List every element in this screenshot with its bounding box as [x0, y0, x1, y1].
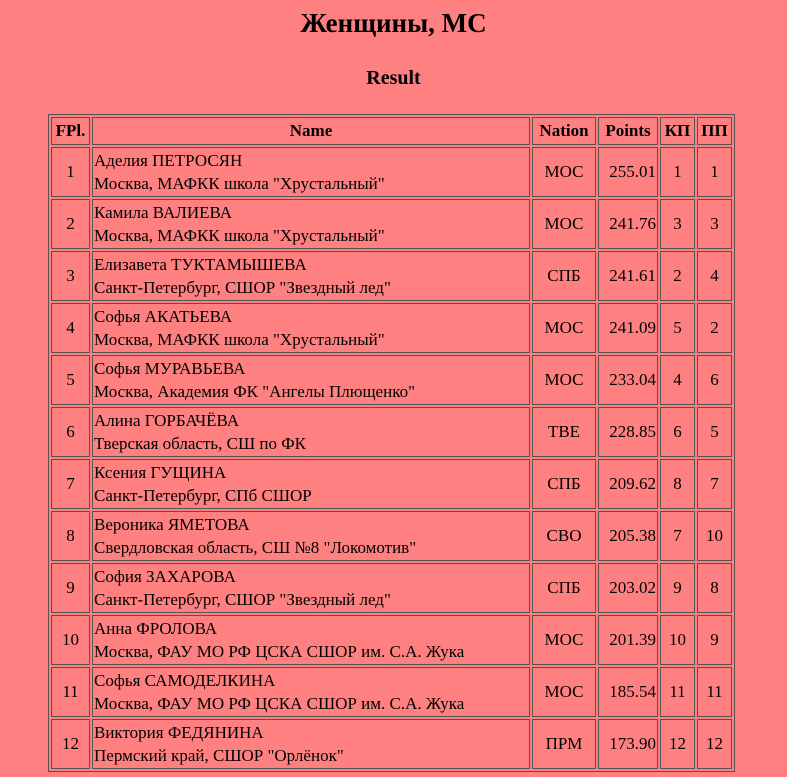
points-cell: 241.09: [598, 303, 658, 353]
table-row: [51, 147, 732, 197]
skater-club: Москва, МАФКК школа "Хрустальный": [94, 226, 385, 245]
nation-cell: ПРМ: [532, 719, 596, 769]
skater-club: Москва, МАФКК школа "Хрустальный": [94, 330, 385, 349]
name-cell: [92, 303, 530, 353]
header-fpl: FPl.: [51, 117, 90, 145]
result-subtitle: Result: [366, 67, 421, 89]
table-row: [51, 199, 732, 249]
name-cell: [92, 459, 530, 509]
skater-club: Москва, ФАУ МО РФ ЦСКА СШОР им. С.А. Жука: [94, 642, 465, 661]
points-cell: 228.85: [598, 407, 658, 457]
skater-club: Москва, ФАУ МО РФ ЦСКА СШОР им. С.А. Жука: [94, 694, 465, 713]
skater-name: Елизавета ТУКТАМЫШЕВА: [94, 255, 307, 274]
kp-cell: 5: [660, 303, 695, 353]
place-cell: 1: [51, 147, 90, 197]
points-cell: 233.04: [598, 355, 658, 405]
skater-name: Виктория ФЕДЯНИНА: [94, 723, 264, 742]
skater-name: Камила ВАЛИЕВА: [94, 203, 233, 222]
kp-cell: 9: [660, 563, 695, 613]
skater-club: Свердловская область, СШ №8 "Локомотив": [94, 538, 417, 557]
name-cell: [92, 511, 530, 561]
pp-cell: 10: [697, 511, 732, 561]
results-table-head: [51, 117, 732, 145]
kp-cell: 11: [660, 667, 695, 717]
pp-cell: 6: [697, 355, 732, 405]
table-row: [51, 667, 732, 717]
name-cell: [92, 615, 530, 665]
points-cell: 241.76: [598, 199, 658, 249]
table-row: [51, 511, 732, 561]
points-cell: 173.90: [598, 719, 658, 769]
table-row: [51, 303, 732, 353]
header-nation: Nation: [532, 117, 596, 145]
place-cell: 7: [51, 459, 90, 509]
skater-club: Москва, МАФКК школа "Хрустальный": [94, 174, 385, 193]
nation-cell: СПБ: [532, 459, 596, 509]
skater-name: Софья АКАТЬЕВА: [94, 307, 233, 326]
nation-cell: СПБ: [532, 251, 596, 301]
kp-cell: 2: [660, 251, 695, 301]
kp-cell: 12: [660, 719, 695, 769]
kp-cell: 4: [660, 355, 695, 405]
place-cell: 11: [51, 667, 90, 717]
name-cell: [92, 719, 530, 769]
pp-cell: 7: [697, 459, 732, 509]
pp-cell: 3: [697, 199, 732, 249]
pp-cell: 2: [697, 303, 732, 353]
results-table: [48, 114, 735, 772]
kp-cell: 8: [660, 459, 695, 509]
skater-club: Санкт-Петербург, СШОР "Звездный лед": [94, 590, 391, 609]
header-pp: ПП: [697, 117, 732, 145]
header-kp: КП: [660, 117, 695, 145]
table-row: [51, 251, 732, 301]
skater-name: Анна ФРОЛОВА: [94, 619, 218, 638]
table-row: [51, 459, 732, 509]
nation-cell: ТВЕ: [532, 407, 596, 457]
name-cell: [92, 667, 530, 717]
kp-cell: 3: [660, 199, 695, 249]
kp-cell: 10: [660, 615, 695, 665]
place-cell: 6: [51, 407, 90, 457]
nation-cell: СПБ: [532, 563, 596, 613]
skater-name: Софья САМОДЕЛКИНА: [94, 671, 276, 690]
nation-cell: МОС: [532, 615, 596, 665]
skater-club: Тверская область, СШ по ФК: [94, 434, 307, 453]
name-cell: [92, 355, 530, 405]
results-table-body: [51, 147, 732, 769]
nation-cell: СВО: [532, 511, 596, 561]
points-cell: 255.01: [598, 147, 658, 197]
skater-name: Ксения ГУЩИНА: [94, 463, 227, 482]
place-cell: 12: [51, 719, 90, 769]
kp-cell: 1: [660, 147, 695, 197]
header-points: Points: [598, 117, 658, 145]
pp-cell: 11: [697, 667, 732, 717]
skater-name: Алина ГОРБАЧЁВА: [94, 411, 240, 430]
skater-club: Санкт-Петербург, СПб СШОР: [94, 486, 312, 505]
header-row: [51, 117, 732, 145]
skater-club: Пермский край, СШОР "Орлёнок": [94, 746, 344, 765]
points-cell: 209.62: [598, 459, 658, 509]
skater-name: Вероника ЯМЕТОВА: [94, 515, 250, 534]
pp-cell: 4: [697, 251, 732, 301]
header-name: Name: [92, 117, 530, 145]
skater-name: Софья МУРАВЬЕВА: [94, 359, 246, 378]
nation-cell: МОС: [532, 303, 596, 353]
points-cell: 185.54: [598, 667, 658, 717]
table-row: [51, 407, 732, 457]
kp-cell: 7: [660, 511, 695, 561]
pp-cell: 8: [697, 563, 732, 613]
name-cell: [92, 147, 530, 197]
pp-cell: 5: [697, 407, 732, 457]
pp-cell: 12: [697, 719, 732, 769]
name-cell: [92, 407, 530, 457]
points-cell: 241.61: [598, 251, 658, 301]
pp-cell: 9: [697, 615, 732, 665]
place-cell: 5: [51, 355, 90, 405]
kp-cell: 6: [660, 407, 695, 457]
skater-name: София ЗАХАРОВА: [94, 567, 236, 586]
points-cell: 201.39: [598, 615, 658, 665]
place-cell: 8: [51, 511, 90, 561]
name-cell: [92, 199, 530, 249]
table-row: [51, 355, 732, 405]
place-cell: 4: [51, 303, 90, 353]
table-row: [51, 563, 732, 613]
place-cell: 3: [51, 251, 90, 301]
skater-club: Москва, Академия ФК "Ангелы Плющенко": [94, 382, 416, 401]
nation-cell: МОС: [532, 355, 596, 405]
points-cell: 203.02: [598, 563, 658, 613]
place-cell: 9: [51, 563, 90, 613]
nation-cell: МОС: [532, 199, 596, 249]
name-cell: [92, 563, 530, 613]
nation-cell: МОС: [532, 147, 596, 197]
table-row: [51, 719, 732, 769]
pp-cell: 1: [697, 147, 732, 197]
table-row: [51, 615, 732, 665]
page-title: Женщины, МС: [300, 8, 487, 38]
place-cell: 2: [51, 199, 90, 249]
place-cell: 10: [51, 615, 90, 665]
nation-cell: МОС: [532, 667, 596, 717]
skater-name: Аделия ПЕТРОСЯН: [94, 151, 243, 170]
skater-club: Санкт-Петербург, СШОР "Звездный лед": [94, 278, 391, 297]
name-cell: [92, 251, 530, 301]
points-cell: 205.38: [598, 511, 658, 561]
